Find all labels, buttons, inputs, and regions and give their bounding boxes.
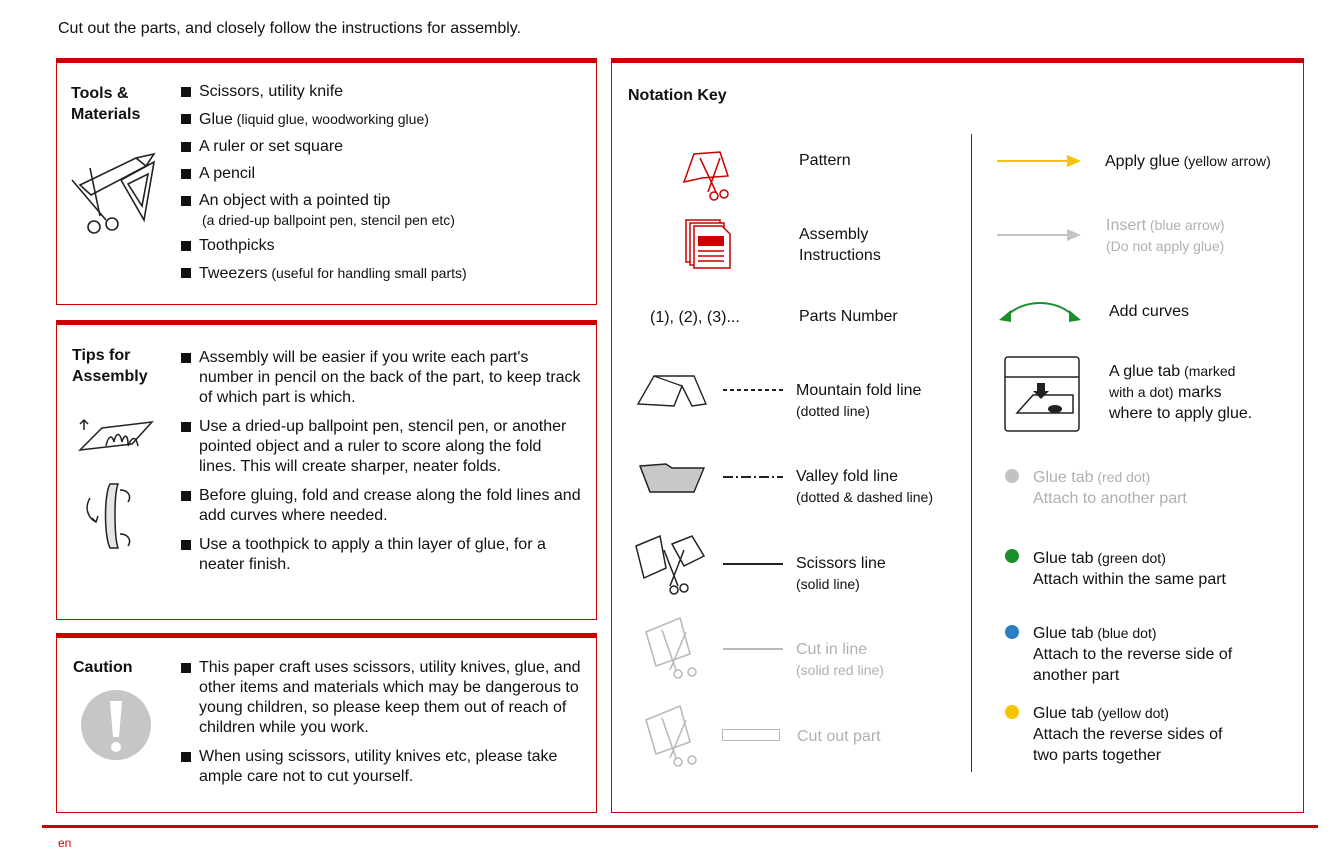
tools-item: A ruler or set square	[181, 137, 581, 157]
tools-item: Glue (liquid glue, woodworking glue)	[181, 109, 581, 130]
tips-item: Before gluing, fold and crease along the fold lines and add curves where needed.	[181, 486, 581, 526]
tips-item: Use a dried-up ballpoint pen, stencil pen, or another pointed object and a ruler to score along the fold lines. This will create sharper, neater folds.	[181, 417, 581, 477]
add-curves-label: Add curves	[1109, 303, 1190, 320]
mountain-fold-line	[723, 388, 783, 392]
tips-list	[181, 348, 581, 575]
caution-title: Caution	[73, 659, 133, 676]
tools-icon	[66, 150, 161, 238]
scissors-line-icon	[632, 532, 708, 598]
caution-item: This paper craft uses scissors, utility knives, glue, and other items and materials which may be dangerous to young children, so please keep them out of reach of children while you work.	[181, 658, 581, 738]
key-divider	[971, 134, 972, 772]
cut-in-line	[723, 647, 783, 651]
valley-fold-label: Valley fold line (dotted & dashed line)	[796, 468, 933, 505]
footer-rule	[42, 825, 1318, 828]
glue-tab-icon	[1003, 355, 1081, 435]
cut-in-label: Cut in line (solid red line)	[796, 641, 884, 678]
tools-item: Scissors, utility knife	[181, 82, 581, 102]
valley-fold-icon	[636, 458, 708, 496]
tools-item: A pencil	[181, 164, 581, 184]
yellow-glue-tab-label: Glue tab (yellow dot) Attach the reverse sides of two parts together	[1033, 705, 1223, 764]
tools-item: Toothpicks	[181, 236, 581, 256]
parts-symbol: (1), (2), (3)...	[650, 309, 740, 326]
hands-fold-icon	[76, 416, 156, 462]
yellow-arrow-icon	[997, 154, 1083, 168]
insert-arrow-icon	[997, 228, 1083, 242]
red-dot-icon	[1005, 469, 1019, 483]
notation-key-title: Notation Key	[628, 87, 727, 104]
exclamation-icon	[80, 689, 152, 761]
assembly-instructions-label: Assembly Instructions	[799, 226, 881, 264]
green-glue-tab-label: Glue tab (green dot) Attach within the same part	[1033, 550, 1226, 588]
cut-out-label: Cut out part	[797, 728, 881, 745]
mountain-fold-label: Mountain fold line (dotted line)	[796, 382, 922, 419]
cut-out-rect	[722, 729, 780, 741]
mountain-fold-icon	[636, 372, 708, 410]
intro-text: Cut out the parts, and closely follow the instructions for assembly.	[58, 20, 522, 37]
blue-glue-tab-label: Glue tab (blue dot) Attach to the reverse side of another part	[1033, 625, 1233, 684]
add-curves-icon	[997, 296, 1083, 324]
scissors-solid-line	[723, 562, 783, 566]
glue-tab-desc: A glue tab (marked with a dot) marks where to apply glue.	[1109, 363, 1253, 422]
cut-out-icon	[640, 702, 702, 770]
crease-curve-icon	[80, 478, 144, 552]
tips-item: Use a toothpick to apply a thin layer of glue, for a neater finish.	[181, 535, 581, 575]
pattern-icon	[680, 148, 736, 204]
apply-glue-label: Apply glue (yellow arrow)	[1105, 153, 1271, 170]
caution-item: When using scissors, utility knives etc, please take ample care not to cut yourself.	[181, 747, 581, 787]
tips-title: Tips for Assembly	[72, 347, 148, 385]
parts-number-label: Parts Number	[799, 308, 898, 325]
blue-dot-icon	[1005, 625, 1019, 639]
instructions-icon	[684, 218, 736, 270]
tools-item: Tweezers (useful for handling small parts)	[181, 263, 581, 284]
valley-fold-line	[723, 475, 783, 479]
language-code: en	[58, 836, 72, 850]
caution-list	[181, 658, 581, 787]
cut-in-icon	[640, 614, 702, 682]
tools-list	[181, 82, 581, 284]
tips-item: Assembly will be easier if you write each part's number in pencil on the back of the part, to keep track of which part is which.	[181, 348, 581, 408]
yellow-dot-icon	[1005, 705, 1019, 719]
tools-title: Tools & Materials	[71, 85, 141, 123]
red-glue-tab-label: Glue tab (red dot) Attach to another part	[1033, 469, 1187, 507]
scissors-line-label: Scissors line (solid line)	[796, 555, 886, 592]
tools-item: An object with a pointed tip (a dried-up ballpoint pen, stencil pen etc)	[181, 191, 581, 229]
green-dot-icon	[1005, 549, 1019, 563]
insert-label: Insert (blue arrow) (Do not apply glue)	[1106, 217, 1225, 254]
pattern-label: Pattern	[799, 152, 851, 169]
